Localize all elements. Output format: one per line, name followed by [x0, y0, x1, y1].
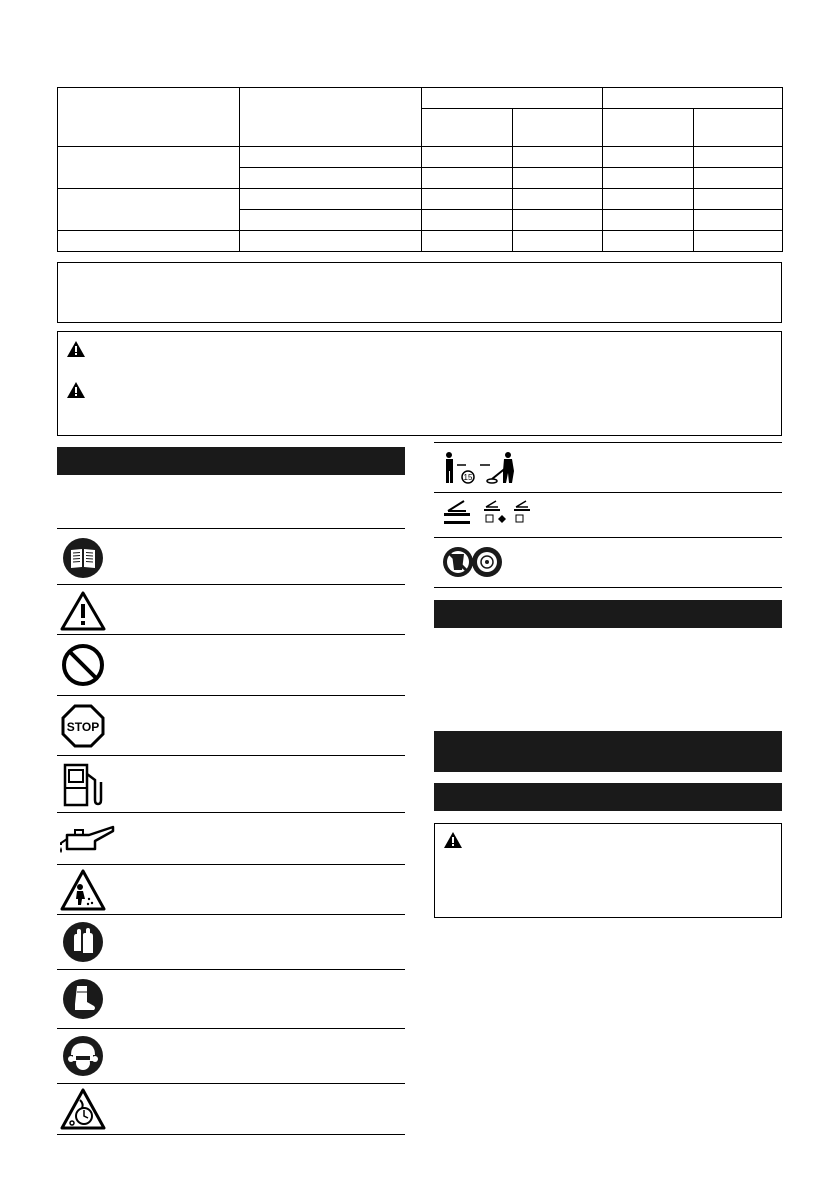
table-cell: [422, 231, 513, 252]
chapter-header: [434, 731, 782, 772]
table-header-row: [58, 88, 783, 109]
falling-objects-icon: [60, 869, 106, 911]
read-manual-icon: [62, 537, 104, 579]
symbol-row: [57, 1029, 405, 1083]
stop-sign-icon: [61, 704, 105, 748]
table-cell: [603, 109, 694, 147]
section-header: [434, 783, 782, 811]
table-cell: [694, 189, 783, 210]
table-cell: [603, 88, 783, 109]
table-cell: [513, 109, 603, 147]
table-cell: [422, 88, 603, 109]
table-cell: [513, 147, 603, 168]
helmet-protection-icon: [62, 1035, 104, 1077]
symbols-section-header: [57, 447, 405, 475]
symbol-row: [57, 865, 405, 914]
symbol-row: [434, 493, 782, 537]
table-cell: [422, 189, 513, 210]
symbol-row: [434, 443, 782, 492]
divider: [57, 1134, 405, 1135]
table-cell: [603, 168, 694, 189]
section-header: [434, 600, 782, 628]
keep-distance-icon: [440, 449, 530, 487]
table-cell: [58, 231, 240, 252]
warning-triangle-icon: [60, 591, 106, 631]
symbol-row: [57, 529, 405, 584]
table-cell: [240, 189, 422, 210]
no-metal-blade-icon: [442, 545, 504, 579]
table-cell: [240, 147, 422, 168]
symbols-intro: [57, 484, 405, 522]
table-cell: [240, 168, 422, 189]
choke-positions-icon: [442, 497, 532, 533]
table-cell: [240, 88, 422, 147]
table-cell: [422, 210, 513, 231]
table-cell: [422, 109, 513, 147]
table-cell: [513, 210, 603, 231]
gloves-icon: [62, 921, 104, 963]
warning-triangle-icon: [443, 831, 463, 854]
symbol-row: [57, 585, 405, 634]
fuel-pump-icon: [62, 762, 104, 808]
table-cell: [240, 210, 422, 231]
table-cell: [694, 147, 783, 168]
table-row: [58, 147, 783, 168]
table-cell: [694, 210, 783, 231]
boots-icon: [62, 978, 104, 1020]
symbol-row: [57, 813, 405, 864]
table-cell: [513, 231, 603, 252]
prohibited-icon: [61, 643, 105, 687]
symbol-row: [57, 970, 405, 1028]
divider: [434, 587, 782, 588]
warning-box: [434, 823, 782, 918]
table-row: [58, 231, 783, 252]
table-cell: [513, 168, 603, 189]
table-row: [58, 189, 783, 210]
symbol-row: [434, 538, 782, 587]
symbol-row: [57, 756, 405, 812]
table-cell: [694, 168, 783, 189]
table-cell: [603, 189, 694, 210]
warning-box: [57, 331, 782, 436]
symbol-row: [57, 1084, 405, 1134]
svg-text:15: 15: [463, 473, 473, 482]
specifications-table: [57, 87, 783, 252]
table-cell: [603, 147, 694, 168]
table-cell: [422, 168, 513, 189]
symbol-row: [57, 915, 405, 969]
caution-triangle-icon: [66, 381, 86, 404]
table-cell: [58, 88, 240, 147]
table-cell: [603, 231, 694, 252]
svg-text:STOP: STOP: [66, 720, 100, 734]
table-cell: [58, 147, 240, 189]
oil-can-icon: [57, 825, 117, 855]
fire-hazard-icon: [60, 1088, 106, 1130]
table-cell: [694, 109, 783, 147]
section-body: [434, 636, 782, 716]
table-cell: [694, 231, 783, 252]
symbol-row: [57, 635, 405, 695]
table-cell: [58, 189, 240, 231]
table-cell: [513, 189, 603, 210]
table-cell: [422, 147, 513, 168]
table-cell: [603, 210, 694, 231]
symbol-row: [57, 696, 405, 755]
table-cell: [240, 231, 422, 252]
note-box: [57, 262, 782, 323]
warning-triangle-icon: [66, 340, 86, 363]
